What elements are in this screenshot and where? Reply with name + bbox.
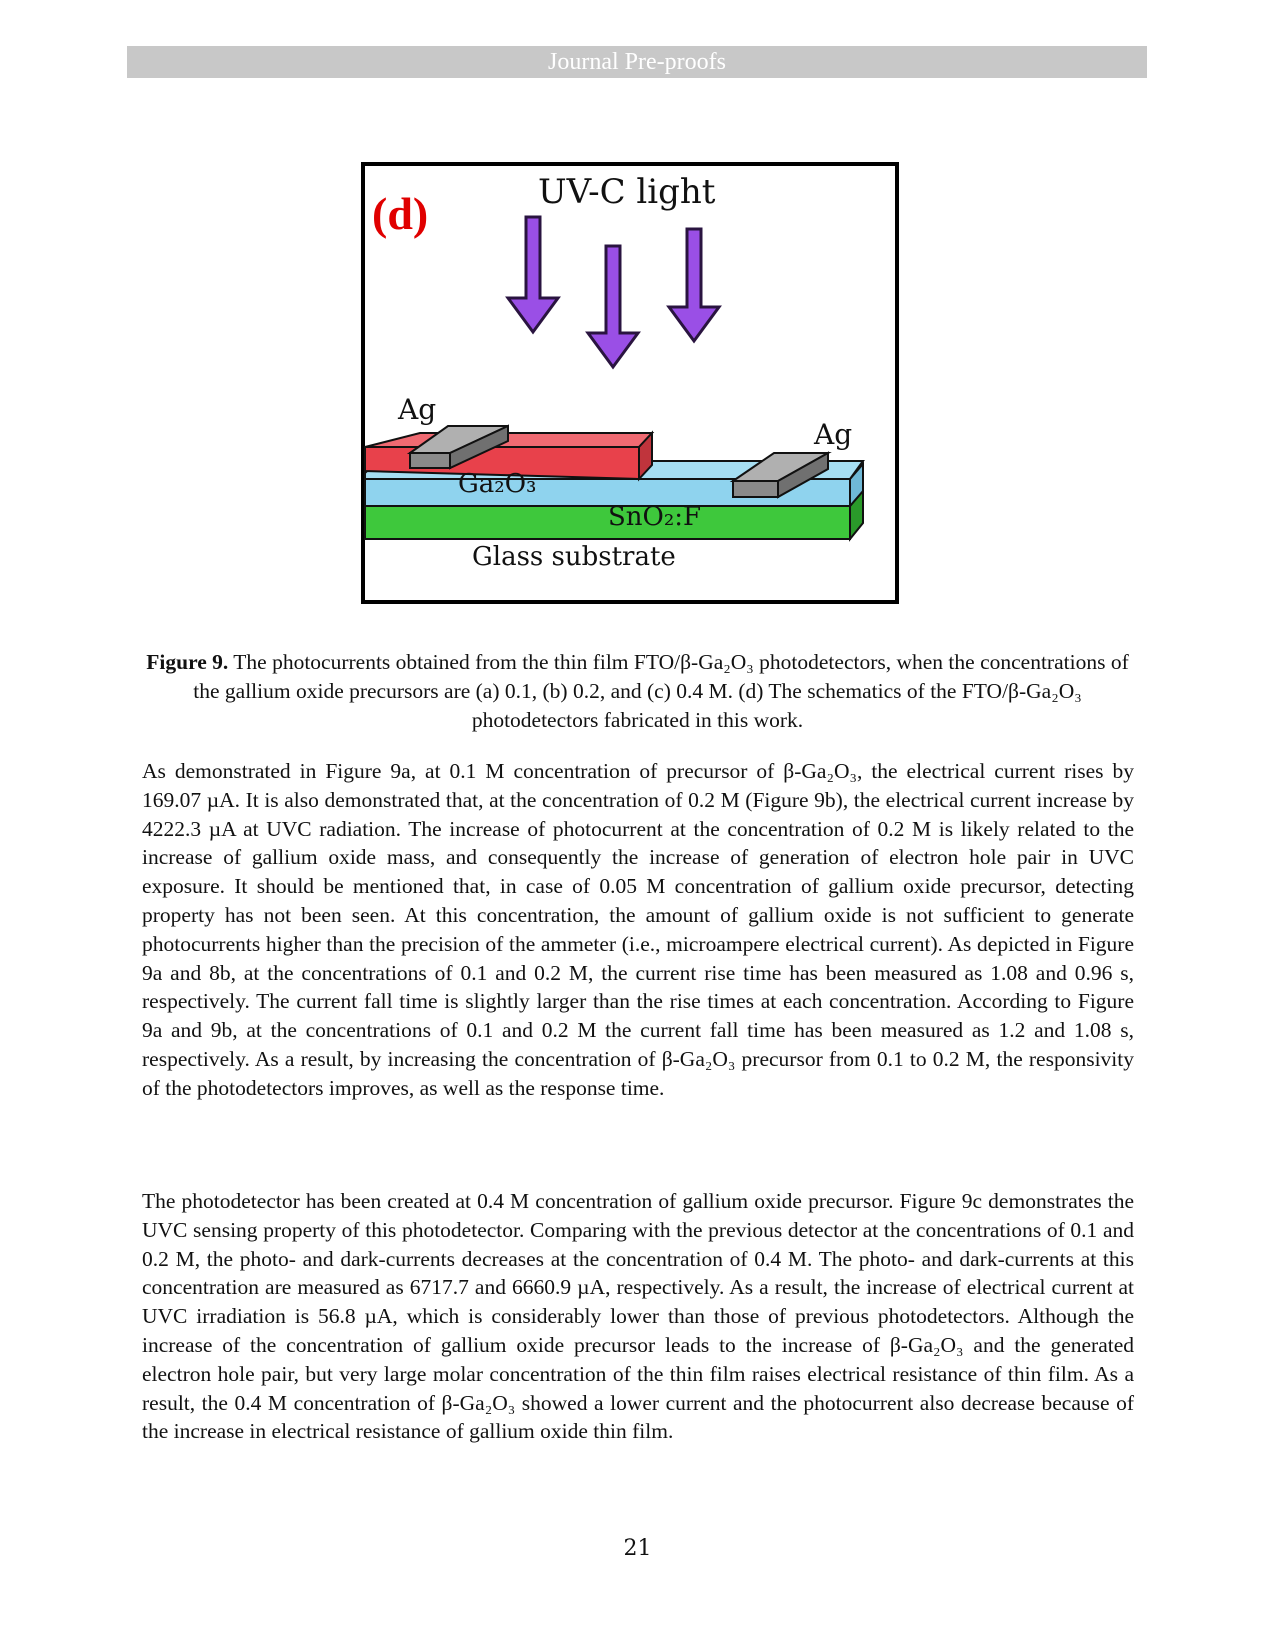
journal-header-bar: [127, 46, 1147, 78]
glass-label: Glass substrate: [472, 542, 676, 572]
figure-9d-schematic: [360, 161, 900, 605]
page-number: 21: [623, 1536, 652, 1561]
body-paragraph: The photodetector has been created at 0.4 M concentration of gallium oxide precursor. Figure 9c demonstrates the UVC sensing property of this photodetector. Comparing with the previous detector at the concentrations of 0.1 and 0.2 M, the photo- and dark-currents decreases at the concentration of 0.4 M. The photo- and dark-currents at this concentration are measured as 6717.7 and 6660.9 µA, respectively. As a result, the increase of electrical current at UVC irradiation is 56.8 µA, which is considerably lower than those of previous photodetectors. Although the increase of the concentration of gallium oxide precursor leads to the increase of β-Ga₂O₃ and the generated electron hole pair, but very large molar concentration of the thin film raises electrical resistance of thin film. As a result, the 0.4 M concentration of β-Ga₂O₃ showed a lower current and the photocurrent also decrease because of the increase in electrical resistance of gallium oxide thin film.: [142, 1189, 1134, 1444]
journal-header-label: Journal Pre-proofs: [548, 48, 726, 75]
ag-label-left: Ag: [398, 393, 437, 426]
panel-label: (d): [372, 188, 429, 239]
ga2o3-label: Ga₂O₃: [458, 469, 537, 499]
uvc-light-label: UV-C light: [538, 172, 716, 212]
ag-label-right: Ag: [814, 418, 853, 451]
figure-caption: [140, 648, 1135, 735]
figure-caption-text: The photocurrents obtained from the thin film FTO/β-Ga₂O₃ photodetectors, when the concentrations of the gallium oxide precursors are (a) 0.1, (b) 0.2, and (c) 0.4 M. (d) The schematics of the FTO/β-Ga₂O₃ photodetectors fabricated in this work.: [193, 650, 1129, 732]
body-paragraph: As demonstrated in Figure 9a, at 0.1 M concentration of precursor of β-Ga₂O₃, the electrical current rises by 169.07 µA. It is also demonstrated that, at the concentration of 0.2 M (Figure 9b), the electrical current increase by 4222.3 µA at UVC radiation. The increase of photocurrent at the concentration of 0.2 M is likely related to the increase of gallium oxide mass, and consequently the increase of generation of electron hole pair in UVC exposure. It should be mentioned that, in case of 0.05 M concentration of gallium oxide precursor, detecting property has not been seen. At this concentration, the amount of gallium oxide is not sufficient to generate photocurrents higher than the precision of the ammeter (i.e., microampere electrical current). As depicted in Figure 9a and 8b, at the concentrations of 0.1 and 0.2 M, the current rise time has been measured as 1.08 and 0.96 s, respectively. The current fall time is slightly larger than the rise times at each concentration. According to Figure 9a and 9b, at the concentrations of 0.1 and 0.2 M the current fall time has been measured as 1.2 and 1.08 s, respectively. As a result, by increasing the concentration of β-Ga₂O₃ precursor from 0.1 to 0.2 M, the responsivity of the photodetectors improves, as well as the response time.: [142, 759, 1134, 1100]
figure-caption-label: Figure 9.: [146, 650, 229, 674]
sno2-label: SnO₂:F: [608, 502, 702, 532]
